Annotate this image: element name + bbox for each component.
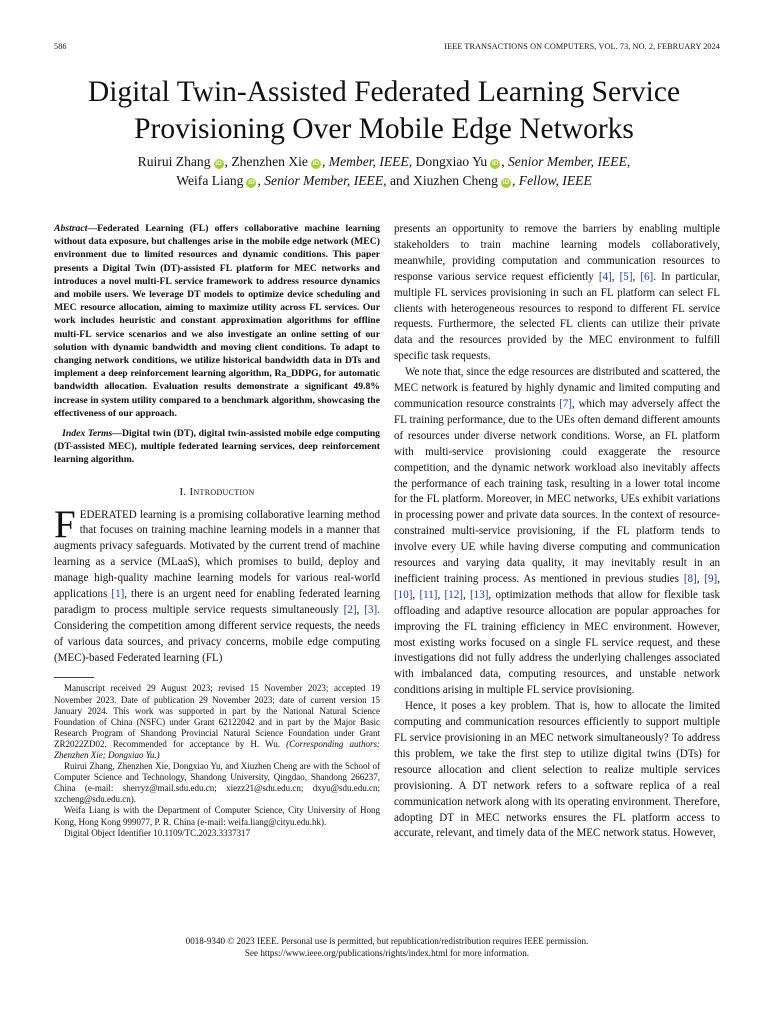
author-membership: Senior Member, IEEE xyxy=(508,154,627,169)
paper-title xyxy=(40,74,728,148)
orcid-icon[interactable]: iD xyxy=(248,179,255,186)
copyright-line: 0018-9340 © 2023 IEEE. Personal use is permitted, but republication/redistribution requires IEEE permission. xyxy=(185,936,589,946)
citation-link[interactable]: [9] xyxy=(704,572,718,585)
intro-paragraph xyxy=(54,502,380,667)
page-number: 586 xyxy=(54,42,67,51)
text-run: , optimization methods that allow for flexible task offloading and adaptive resource allocation are popular approaches for improving the FL training efficiency in MEC environment. However, most existing works focused on a single FL service request, and these investigations did not fully address the underlying challenges associated with imbalanced data, computing resources, and unstable network conditions arising in multiple FL service provisioning. xyxy=(394,588,721,697)
text-run: , xyxy=(462,588,470,601)
text-run: presents an opportunity to remove the barriers by enabling multiple stakeholders to train machine learning models collaboratively, meanwhile, providing computation and communication resources to response various service request efficiently xyxy=(394,223,720,283)
abstract: Abstract—Federated Learning (FL) offers collaborative machine learning without data exposure, but challenges arise in the mobile edge network (MEC) environment due to limited resources and dynamic conditions. This paper presents a Digital Twin (DT)-assisted FL platform for MEC networks and introduces a novel multi-FL service framework to address resource dynamics and mobile users. We leverage DT models to optimize device scheduling and MEC resource allocation, aiming to maximize utility across FL services. Our work includes heuristic and constant approximation algorithms for offline multi-FL service scenarios and we also investigate an online setting of our solution with dynamic bandwidth and moving client conditions. To adapt to changing network conditions, we utilize historical bandwidth data in DTs and implement a deep reinforcement learning algorithm, Ra_DDPG, for automatic bandwidth allocation. Evaluation results demonstrate a significant 49.8% increase in system utility compared to a benchmark algorithm, showcasing the effectiveness of our approach. xyxy=(54,223,380,419)
section-number: I. xyxy=(179,485,187,498)
footnote-affiliation: Weifa Liang is with the Department of Computer Science, City University of Hong Kong, Hong Kong 999077, P. R. China (e-mail: weifa.liang@cityu.edu.hk). xyxy=(54,805,380,827)
body-paragraph: Hence, it poses a key problem. That is, how to allocate the limited computing and communication resources efficiently to support multiple FL service provisioning in an MEC network simultaneously? To address this problem, we take the first step to utilize digital twins (DTs) for resource allocation and client selection to realize multiple services provisioning. A DT network refers to a software replica of a real communication network along with its operating environment. Therefore, adopting DT in MEC networks ensures the FL platform access to accurate, relevant, and timely data of the MEC network status. However, xyxy=(394,700,720,840)
citation-link[interactable]: [10] xyxy=(394,588,413,601)
body-paragraph xyxy=(394,222,720,365)
footnote-divider xyxy=(54,677,94,678)
section-title: Introduction xyxy=(189,485,255,498)
rights-link-line[interactable]: See https://www.ieee.org/publications/rights/index.html for more information. xyxy=(244,947,530,958)
citation-link[interactable]: [2] xyxy=(343,604,357,616)
author-conjunction: and xyxy=(389,173,410,188)
citation-link[interactable]: [13] xyxy=(470,588,489,601)
text-run: . Considering the competition among different service requests, the needs of various data sources, and privacy concerns, mobile edge computing (MEC)-based Federated learning (FL) xyxy=(54,604,380,664)
left-column xyxy=(54,222,380,839)
citation-link[interactable]: [11] xyxy=(419,588,438,601)
author-line-2: Weifa Liang iD , Senior Member, IEEE, and Xiuzhen Cheng iD , Fellow, IEEE xyxy=(176,173,592,188)
orcid-icon[interactable]: iD xyxy=(491,160,499,167)
citation-link[interactable]: [3] xyxy=(364,604,378,616)
text-run: , xyxy=(696,572,705,585)
journal-citation: IEEE TRANSACTIONS ON COMPUTERS, VOL. 73, NO. 2, FEBRUARY 2024 xyxy=(444,42,720,51)
author-name: Dongxiao Yu xyxy=(415,154,488,169)
text-run: , xyxy=(611,270,620,283)
index-terms-label: Index Terms xyxy=(62,428,113,440)
citation-link[interactable]: [6] xyxy=(640,270,654,283)
text-run: Manuscript received 29 August 2023; revised 15 November 2023; accepted 19 November 2023. Date of publication 29 November 2023; date of current version 15 January 2024. This work was supported in part by the National Natural Science Foundation of China (NSFC) under Grant 62122042 and in part by the Major Basic Research Program of Shandong Provincial Natural Science Foundation under Grant ZR2022ZD02. Recommended for acceptance by H. Wu. xyxy=(54,683,380,749)
title-line-1: Digital Twin-Assisted Federated Learning Service xyxy=(87,76,681,108)
text-run: , xyxy=(437,588,445,601)
citation-link[interactable]: [8] xyxy=(683,572,697,585)
orcid-icon[interactable]: iD xyxy=(215,160,222,167)
author-membership: Senior Member, IEEE xyxy=(264,173,384,188)
text-run: , xyxy=(717,572,720,585)
corresponding-authors: (Corresponding authors: Zhenzhen Xie; Dongxiao Yu.) xyxy=(54,738,380,760)
doi[interactable]: Digital Object Identifier 10.1109/TC.2023.3337317 xyxy=(64,827,251,838)
author-membership: Member, IEEE xyxy=(328,154,409,169)
citation-link[interactable]: [4] xyxy=(598,270,612,283)
author-name: Ruirui Zhang xyxy=(137,154,211,169)
author-membership: Fellow, IEEE xyxy=(518,173,592,188)
text-run: , xyxy=(632,270,641,283)
orcid-icon[interactable]: iD xyxy=(312,160,320,167)
text-run: , which may adversely affect the FL training performance, due to the UEs often demand different amounts of resources under diverse network conditions. Worse, an FL platform with multi-service provisioning could exaggerate the resource competition, and the dynamic network workload also inevitably affects the performance of each training task, resulting in a lower total income for the FL platform. Moreover, in MEC networks, UEs exhibit variations in processing power and private data sources. In the context of resource-constrained multi-service provisioning, if the FL platform tends to involve every UE while having diverse computing and communication resources and varying data quality, it may inevitably result in an inefficient training process. As mentioned in previous studies xyxy=(394,397,720,585)
body-paragraph xyxy=(394,365,720,699)
citation-link[interactable]: [12] xyxy=(444,588,463,601)
orcid-icon[interactable]: iD xyxy=(502,179,510,186)
section-heading xyxy=(54,485,380,501)
right-column xyxy=(394,222,720,842)
text-run: We note that, since the edge resources are distributed and scattered, the MEC network is featured by highly dynamic and limited computing and communication resource constraints xyxy=(394,366,720,410)
index-terms: Index Terms—Digital twin (DT), digital twin-assisted mobile edge computing (DT-assisted MEC), multiple federated learning services, deep reinforcement learning algorithm. xyxy=(54,428,380,466)
citation-link[interactable]: [1] xyxy=(111,588,125,601)
text-run: . In particular, multiple FL services provisioning in such an FL platform can select FL clients with heterogeneous resources to respond to different FL service requests. Furthermore, the selected FL clients can utilize their private data and the resources provided by the MEC environment to fulfill specific task requests. xyxy=(394,270,720,363)
footnote-affiliation: Ruirui Zhang, Zhenzhen Xie, Dongxiao Yu, and Xiuzhen Cheng are with the School of Computer Science and Technology, Shandong University, Qingdao, Shandong 266237, China (e-mail: sherryz@mail.sdu.edu.cn; xiezz21@sdu.edu.cn; dxyu@sdu.edu.cn; xzcheng@sdu.edu.cn). xyxy=(54,761,380,805)
text-run: , there is an urgent need for enabling federated learning paradigm to process multiple service requests simultaneously xyxy=(54,588,380,616)
abstract-label: Abstract xyxy=(54,223,88,234)
text-run: EDERATED learning is a promising collaborative learning method that focuses on training machine learning models in a manner that augments privacy safeguards. Motivated by the current trend of machine learning as a service (MLaaS), which promises to build, deploy and manage high-quality machine learning models for various real-world applications xyxy=(54,508,380,601)
text-run: , xyxy=(356,604,365,616)
author-list xyxy=(40,152,728,190)
copyright-footer xyxy=(54,936,720,959)
author-line-1: Ruirui Zhang iD , Zhenzhen Xie iD , Member, IEEE, Dongxiao Yu iD , Senior Member, IEEE, xyxy=(137,154,631,169)
author-name: Weifa Liang xyxy=(176,173,244,188)
abstract-text: Federated Learning (FL) offers collaborative machine learning without data exposure, but challenges arise in the mobile edge network (MEC) environment due to limited resources and dynamic conditions. This paper presents a Digital Twin (DT)-assisted FL platform for MEC networks and introduces a novel multi-FL service framework to address resource dynamics and mobile users. We leverage DT models to optimize device scheduling and MEC resource allocation, aiming to maximize utility across FL services. Our work includes heuristic and constant approximation algorithms for offline multi-FL service scenarios and we also investigate an online setting of our solution with dynamic bandwidth and moving client conditions. To adapt to changing network conditions, we utilize historical bandwidth data in DTs and implement a deep reinforcement learning algorithm, Ra_DDPG, for automatic bandwidth allocation. Evaluation results demonstrate a significant 49.8% increase in system utility compared to a benchmark algorithm, showcasing the effectiveness of our approach. xyxy=(54,223,380,419)
author-name: Zhenzhen Xie xyxy=(231,154,308,169)
title-line-2: Provisioning Over Mobile Edge Networks xyxy=(134,113,634,145)
citation-link[interactable]: [7] xyxy=(559,397,572,410)
footnote-manuscript xyxy=(54,683,380,761)
text-run: , xyxy=(412,588,420,601)
author-name: Xiuzhen Cheng xyxy=(413,173,498,188)
drop-cap: F xyxy=(54,502,76,546)
citation-link[interactable]: [5] xyxy=(619,270,633,283)
index-terms-text: Digital twin (DT), digital twin-assisted mobile edge computing (DT-assisted MEC), multiple federated learning services, deep reinforcement learning algorithm. xyxy=(54,428,380,466)
